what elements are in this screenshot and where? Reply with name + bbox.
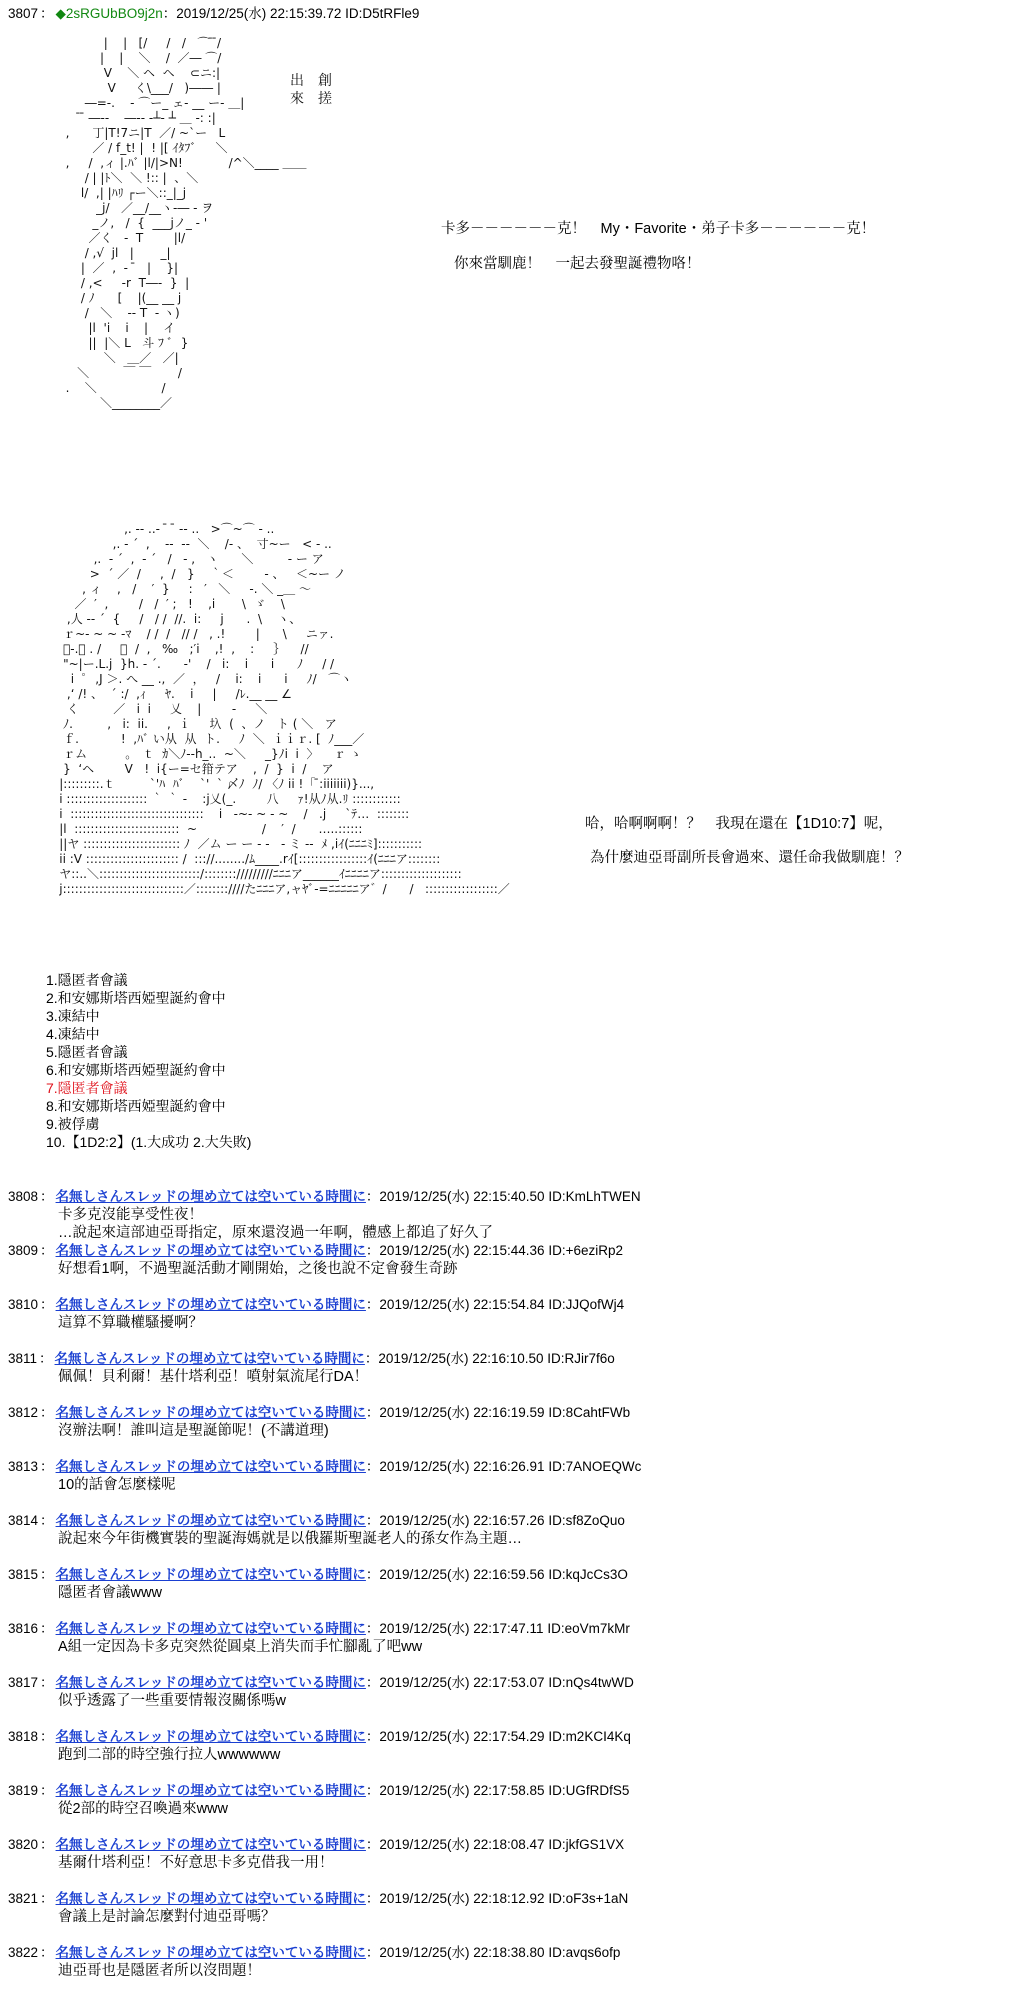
separator: ： <box>365 1945 380 1960</box>
poster-id: ID:RJir7f6o <box>547 1351 615 1366</box>
separator: ： <box>365 1513 380 1528</box>
post-number[interactable]: 3815 <box>8 1567 39 1582</box>
speech-line-1: 卡多－－－－－－克！ My・Favorite・弟子卡多－－－－－－克！ <box>441 221 876 237</box>
poster-id: ID:JJQofWj4 <box>548 1297 625 1312</box>
poster-name-link[interactable]: 名無しさんスレッドの埋め立ては空いている時間に <box>55 1675 366 1690</box>
poster-id: ID:7ANOEQWc <box>548 1459 642 1474</box>
post-number[interactable]: 3817 <box>8 1675 39 1690</box>
post-number[interactable]: 3821 <box>8 1891 39 1906</box>
separator: ： <box>40 1783 54 1798</box>
separator: ： <box>365 1567 380 1582</box>
separator: ： <box>365 1459 380 1474</box>
reply-body-line: 好想看1啊，不過聖誕活動才剛開始，之後也說不定會發生奇跡 <box>58 1261 458 1277</box>
separator: ： <box>40 6 54 21</box>
reply-body-line: 似乎透露了一些重要情報沒關係嗎w <box>58 1693 286 1709</box>
post-number[interactable]: 3819 <box>8 1783 39 1798</box>
post-number[interactable]: 3812 <box>8 1405 39 1420</box>
post-number[interactable]: 3814 <box>8 1513 39 1528</box>
ascii-art-diego: | | [/ / / ⌒ ̄ ̄/ | | ＼ / ／― ⌒/ V ＼ ヘ ヘ ⊂ニ:| V く\___/ )―― | ―=-. ‐ ⌒ー_ ェ‐ __ ー‐ ＿| ̄ ̄ ―‐- ―-- ‐┴- ┴ ＿ ‐: :| , 丁|T!7ニ|T ／/ ~`ー L ／ / f_t! | ! |[ ｲﾀﾌﾞ ＼ , / ,ィ |.ﾊﾞ |l/|>N! /^＼____ ＿＿ / | |ﾄ＼ ＼ !:: | 、＼ l/ ,| |ﾊﾘ ┌ー＼::_|_j _j/ ／__/__ヽ-― ‐ ヲ _ノ, / { ___jノ_ ‐ ' ／く ‐ T |l/ / ,√ jl | _| | ／ , ‐ ̄ | }| / ,< ‐r T―‐ } | / ﾉ [ |(__ __ j / ＼ -‐ T ‐ ヽ) |l 'i i | イ || |＼ L 斗 ﾌ ﾞ } ＼ ＿／ ／| ＼ ￣ ￣ / . ＼ / ＼________／ <box>65 36 307 410</box>
post-datetime: 2019/12/25(水) 22:18:08.47 <box>379 1837 545 1852</box>
separator: ： <box>365 1783 380 1798</box>
separator: ： <box>365 1405 380 1420</box>
poster-id: ID:m2KCI4Kq <box>548 1729 631 1744</box>
poster-name-link[interactable]: 名無しさんスレッドの埋め立ては空いている時間に <box>55 1783 366 1798</box>
post-datetime: ：2019/12/25(水) 22:15:39.72 <box>162 6 342 21</box>
post-number[interactable]: 3820 <box>8 1837 39 1852</box>
reply-body-line: 這算不算職權騷擾啊？ <box>58 1315 203 1331</box>
post-datetime: 2019/12/25(水) 22:18:12.92 <box>379 1891 545 1906</box>
reply-body-line: 跑到二部的時空強行拉人wwwwww <box>58 1747 281 1763</box>
reply-header <box>8 1671 634 1691</box>
poster-id: ID:UGfRDfS5 <box>548 1783 630 1798</box>
poster-name-link[interactable]: 名無しさんスレッドの埋め立ては空いている時間に <box>55 1189 366 1204</box>
poster-id: ID:nQs4twWD <box>548 1675 634 1690</box>
reply-header <box>8 1617 630 1637</box>
reply-body-line: 說起來今年街機實裝的聖誕海媽就是以俄羅斯聖誕老人的孫女作為主題… <box>58 1531 522 1547</box>
separator: ： <box>40 1459 54 1474</box>
choice-item: 5.隱匿者會議 <box>46 1044 128 1060</box>
reply-body-line: 10的話會怎麼樣呢 <box>58 1477 176 1493</box>
op-post-header <box>8 2 419 22</box>
post-datetime: 2019/12/25(水) 22:17:47.11 <box>379 1621 544 1636</box>
speech-line-2: 你來當馴鹿！ 一起去發聖誕禮物咯！ <box>454 256 701 272</box>
post-number[interactable]: 3809 <box>8 1243 39 1258</box>
post-number[interactable]: 3807 <box>8 6 39 21</box>
separator: ： <box>365 1621 380 1636</box>
separator: ： <box>365 1243 380 1258</box>
poster-name-link[interactable]: 名無しさんスレッドの埋め立ては空いている時間に <box>55 1459 366 1474</box>
separator: ： <box>365 1729 380 1744</box>
reply-body-line: 佩佩！貝利爾！基什塔利亞！噴射氣流尾行DA！ <box>58 1369 369 1385</box>
speech2-line-2: 為什麼迪亞哥副所長會過來、還任命我做馴鹿！？ <box>590 850 909 866</box>
separator: ： <box>365 1837 380 1852</box>
poster-id: ID:sf8ZoQuo <box>548 1513 625 1528</box>
poster-id: ID:kqJcCs3O <box>548 1567 628 1582</box>
poster-name-link[interactable]: 名無しさんスレッドの埋め立ては空いている時間に <box>55 1243 366 1258</box>
post-number[interactable]: 3813 <box>8 1459 39 1474</box>
speech2-line-1: 哈，哈啊啊啊！？ 我現在還在【1D10:7】呢， <box>585 816 893 832</box>
separator: ： <box>40 1891 54 1906</box>
poster-name-link[interactable]: 名無しさんスレッドの埋め立ては空いている時間に <box>55 1837 366 1852</box>
reply-body-line: 基爾什塔利亞！不好意思卡多克借我一用！ <box>58 1855 334 1871</box>
poster-id: ID:jkfGS1VX <box>548 1837 625 1852</box>
separator: ： <box>40 1405 54 1420</box>
separator: ： <box>39 1351 53 1366</box>
separator: ： <box>40 1945 54 1960</box>
post-datetime: 2019/12/25(水) 22:17:58.85 <box>379 1783 545 1798</box>
separator: ： <box>40 1675 54 1690</box>
reply-body-line: 卡多克沒能享受性夜！ <box>58 1207 203 1223</box>
reply-header <box>8 1779 629 1799</box>
poster-id: ID:+6eziRp2 <box>548 1243 623 1258</box>
reply-header <box>8 1455 641 1475</box>
post-number[interactable]: 3818 <box>8 1729 39 1744</box>
post-datetime: 2019/12/25(水) 22:17:53.07 <box>379 1675 545 1690</box>
choice-item: 3.凍結中 <box>46 1008 100 1024</box>
poster-name-link[interactable]: 名無しさんスレッドの埋め立ては空いている時間に <box>55 1729 366 1744</box>
reply-header <box>8 1509 625 1529</box>
choice-item: 8.和安娜斯塔西婭聖誕約會中 <box>46 1098 226 1114</box>
poster-name-link[interactable]: 名無しさんスレッドの埋め立ては空いている時間に <box>55 1891 366 1906</box>
reply-header <box>8 1293 624 1313</box>
post-datetime: 2019/12/25(水) 22:16:10.50 <box>378 1351 544 1366</box>
separator: ： <box>365 1891 380 1906</box>
poster-name-link[interactable]: 名無しさんスレッドの埋め立ては空いている時間に <box>54 1351 365 1366</box>
separator: ： <box>40 1243 54 1258</box>
reply-body-line: …說起來這部迪亞哥指定，原來還沒過一年啊，體感上都追了好久了 <box>58 1225 493 1241</box>
poster-name-link[interactable]: 名無しさんスレッドの埋め立ては空いている時間に <box>55 1621 366 1636</box>
reply-header <box>8 1185 641 1205</box>
post-datetime: 2019/12/25(水) 22:18:38.80 <box>379 1945 545 1960</box>
sign-box: 出 創 來 搓 <box>290 73 332 107</box>
reply-header <box>8 1941 620 1961</box>
separator: ： <box>40 1729 54 1744</box>
separator: ： <box>365 1189 380 1204</box>
poster-id: ID:D5tRFle9 <box>345 6 420 21</box>
post-datetime: 2019/12/25(水) 22:15:40.50 <box>379 1189 545 1204</box>
reply-body-line: 沒辦法啊！誰叫這是聖誕節呢！(不講道理) <box>58 1423 329 1439</box>
reply-header <box>8 1833 624 1853</box>
ascii-art-kadoc: ,. -‐ ..‐ ̄ ̄ ‐- .. >⌒~⌒ ‐ .. ,. ‐ ´ , -‐ ‐- ＼ /‐ 、 寸~ー < ‐ .. ,. ‐ ´ , ‐ ´ / ‐ , ヽ ＼ ‐ ー ア > ´ ／ / , / } ｀＜ ‐ 、 ＜~ー ノ , ィ , / ′ } : ′ ＼ ‐. ＼ _＿ ～ ／ ′ , / / ′ ; ! ,i \ ゞ \ ,人 ‐‐ ´ { / / / //. i: j . \ ヽ、 ｒ~‐ ~ ~ -ﾏ / / / // / ‚ .! | \ ニァ. ﾞ‐.､ . / ／ / , ‰ ;′i ,! ‚ : ｝ // "~|ー.L.j }h. ‐ ´. ‐' / i: i i ﾉ / / i ﾟ ,J ＞. へ __ ., ／ ， / i: i i ﾉ/ ⌒ヽ ,‘ /! 、 ´ :/ ,ｨ ﾔ. i | /ﾚ.__ __ ∠ く ／ i i 乂 | ‐ ＼ ﾉ. , i: ii. , ｉ 圦 ( 、ノ ト ( ＼ ア ｆ. ! ,ﾊﾞ い从 从 ト. ﾉ ＼ ｉｉｒ. [ ﾉ___／ ｒム ｡ ｔ ｶ＼ﾉ‐‐h_.. ~＼ _}ﾉi i 〉 ｒ ゝ } ‘ヘ V ! i{ー=セ箝テア , / } i / ア |:::::::::.ｔ `'ﾊ ﾊﾞ `' ` 〆ﾉ ﾉ/ 〈ﾉ ii !「 ̄:iiiiiii)}..., i :::::::::::::::::::: ｀ ｀ ‐ :j乂(_. 八 ｧ!从ﾉ从.ﾘ :::::::::::: i ::::::::::::::::::::::::::::::::: i ‐~‐ ~ ‐ ~ / .j `ﾃ… :::::::: |l :::::::::::::::::::::::::: ~ / ′ / …..:::::: ||ヤ :::::::::::::::::::::::: ﾉ ／ム ー ー ‐ ‐ ‐ ミ ‐‐ ﾒ ,iｲ(ﾆﾆﾆﾐ]::::::::::: ii :V ::::::::::::::::::::::: / ::://......../ﾑ____.rｲ[:::::::::::::::::ｲ(ﾆﾆﾆア:::::::: ヤ::..＼:::::::::::::::::::::::::/:::::::://///////ﾆﾆﾆア______ｲﾆﾆﾆﾆア:::::::::::::::::::: j::::::::::::::::::::::::::::::／::::::::////たﾆﾆﾆア,ャﾔﾞ-=ﾆﾆﾆﾆﾆア゛/ / ::::::::::::::::::／ <box>59 522 510 896</box>
separator: ： <box>364 1351 379 1366</box>
reply-body-line: 迪亞哥也是隱匿者所以沒問題！ <box>58 1963 261 1979</box>
poster-id: ID:eoVm7kMr <box>547 1621 630 1636</box>
choice-item: 2.和安娜斯塔西婭聖誕約會中 <box>46 990 226 1006</box>
reply-header <box>8 1563 628 1583</box>
reply-header <box>8 1887 628 1907</box>
reply-body-line: 會議上是討論怎麼對付迪亞哥嗎？ <box>58 1909 276 1925</box>
post-number[interactable]: 3822 <box>8 1945 39 1960</box>
post-datetime: 2019/12/25(水) 22:16:26.91 <box>379 1459 545 1474</box>
poster-id: ID:8CahtFWb <box>548 1405 631 1420</box>
post-datetime: 2019/12/25(水) 22:16:59.56 <box>379 1567 545 1582</box>
post-number[interactable]: 3810 <box>8 1297 39 1312</box>
poster-id: ID:avqs6ofp <box>548 1945 621 1960</box>
choice-item: 9.被俘虜 <box>46 1116 100 1132</box>
reply-header <box>8 1347 615 1367</box>
separator: ： <box>40 1621 54 1636</box>
reply-header <box>8 1725 631 1745</box>
post-number[interactable]: 3811 <box>8 1351 38 1366</box>
post-datetime: 2019/12/25(水) 22:16:19.59 <box>379 1405 545 1420</box>
separator: ： <box>40 1567 54 1582</box>
reply-header <box>8 1239 623 1259</box>
separator: ： <box>40 1513 54 1528</box>
separator: ： <box>40 1297 54 1312</box>
separator: ： <box>40 1837 54 1852</box>
poster-name-link[interactable]: 名無しさんスレッドの埋め立ては空いている時間に <box>55 1297 366 1312</box>
trip-code[interactable]: ◆2sRGUbBO9j2n <box>55 6 163 21</box>
choice-item: 6.和安娜斯塔西婭聖誕約會中 <box>46 1062 226 1078</box>
poster-name-link[interactable]: 名無しさんスレッドの埋め立ては空いている時間に <box>55 1405 366 1420</box>
post-datetime: 2019/12/25(水) 22:15:54.84 <box>379 1297 545 1312</box>
reply-body-line: A組一定因為卡多克突然從圓桌上消失而手忙腳亂了吧ww <box>58 1639 423 1655</box>
separator: ： <box>40 1189 54 1204</box>
poster-name-link[interactable]: 名無しさんスレッドの埋め立ては空いている時間に <box>55 1513 366 1528</box>
separator: ： <box>365 1675 380 1690</box>
separator: ： <box>365 1297 380 1312</box>
choice-item: 1.隱匿者會議 <box>46 972 128 988</box>
reply-body-line: 從2部的時空召喚過來www <box>58 1801 228 1817</box>
choice-item-highlighted: 7.隱匿者會議 <box>46 1080 128 1096</box>
post-number[interactable]: 3808 <box>8 1189 39 1204</box>
choice-item: 10.【1D2:2】(1.大成功 2.大失敗) <box>46 1134 252 1150</box>
reply-header <box>8 1401 630 1421</box>
poster-id: ID:oF3s+1aN <box>548 1891 629 1906</box>
poster-name-link[interactable]: 名無しさんスレッドの埋め立ては空いている時間に <box>55 1567 366 1582</box>
post-datetime: 2019/12/25(水) 22:16:57.26 <box>379 1513 545 1528</box>
post-number[interactable]: 3816 <box>8 1621 39 1636</box>
reply-body-line: 隱匿者會議www <box>58 1585 162 1601</box>
post-datetime: 2019/12/25(水) 22:17:54.29 <box>379 1729 545 1744</box>
poster-name-link[interactable]: 名無しさんスレッドの埋め立ては空いている時間に <box>55 1945 366 1960</box>
choice-item: 4.凍結中 <box>46 1026 100 1042</box>
post-datetime: 2019/12/25(水) 22:15:44.36 <box>379 1243 545 1258</box>
poster-id: ID:KmLhTWEN <box>548 1189 641 1204</box>
